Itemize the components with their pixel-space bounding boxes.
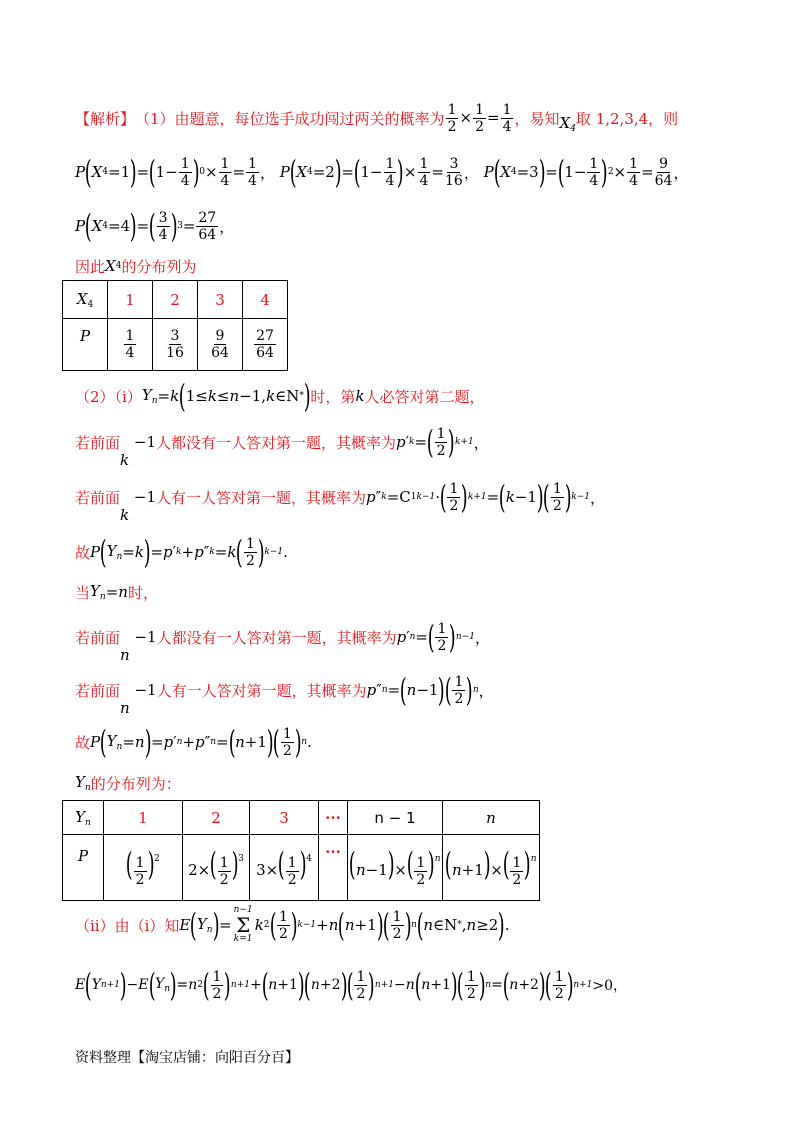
k-none-line: 若前面 k −1 人都没有一人答对第一题，其概率为 p ′ k = ( $\frac{1}{2}$ ) k+1 ， (75, 423, 489, 469)
prob-formula: $\frac{1}{2}$ × $\frac{1}{2}$ = $\frac{1}{4}$ (447, 101, 512, 135)
prob-line-1: P ( X 4 =1 ) = ( 1− $\frac{1}{4}$ ) 0 × $\frac{1}{4}$ = $\frac{1}{4}$ ， P ( X 4 =2 ) = ( 1− $\frac{1}{4}$ ) × $\frac{1}{4}$ = $\frac{3}{16}$ ， P ( X 4 =3 ) = ( 1− $\frac{1}{4}$ ) 2 × $\frac{1}{4}$ = $\frac{9}{64}$ ， (75, 153, 689, 191)
n-one-line: 若前面 n −1 人有一人答对第一题，其概率为 p ″ n = ( n −1 ) ( $\frac{1}{2}$ ) n ， (75, 671, 494, 717)
intro-line: 【解析】 （1）由题意，每位选手成功闯过两关的概率为 $\frac{1}{2}$ × $\frac{1}{2}$ = $\frac{1}{4}$ ，易知 $X_4$ 取 1,2,3,4，则 (75, 101, 679, 135)
part1-text: （1）由题意，每位选手成功闯过两关的概率为 (135, 109, 445, 128)
part2-line: （2）（i） $Y_n$ = k ( 1≤ k ≤ n −1, k ∈N * ) 时，第 k 人必答对第二题， (75, 377, 485, 415)
expectation-line: （ii）由（i）知 E ( $Y_n$ ) = n−1 Σ k=1 k 2 ( $\frac{1}{2}$ ) k−1 + n ( n +1 ) ( $\frac{1}{2}$ ) n ( n ∈N * , n ≥2 ) . (75, 905, 510, 944)
footer-source: 资料整理【淘宝店铺：向阳百分百】 (75, 1050, 299, 1066)
when-n-line: 当 $Y_n$ = n 时， (75, 582, 158, 602)
prob-line-2: P ( X 4 =4 ) = ( $\frac{3}{4}$ ) 3 = $\frac{27}{64}$ ， (75, 207, 235, 245)
n-none-line: 若前面 n −1 人都没有一人答对第一题，其概率为 p ′ n = ( $\frac{1}{2}$ ) n−1 ， (75, 618, 490, 664)
x4-distribution-table: $X_4$ 1 2 3 4 P $\frac{1}{4}$ $\frac{3}{16}$ $\frac{9}{64}$ $\frac{27}{64}$ (62, 280, 288, 371)
k-one-line: 若前面 k −1 人有一人答对第一题，其概率为 p ″ k =C 1 k−1 · ( $\frac{1}{2}$ ) k+1 = ( k −1 ) ( $\frac{1}{2}$ ) k−1 ， (75, 478, 606, 524)
therefore-n-line: 故 P ( $Y_n$ = n ) = p ′ n + p ″ n = ( n +1 ) ( $\frac{1}{2}$ ) n . (75, 723, 312, 761)
x4-dist-heading: 因此 X 4 的分布列为 (75, 257, 197, 276)
therefore-k-line: 故 P ( $Y_n$ = k ) = p ′ k + p ″ k = k ( $\frac{1}{2}$ ) k−1 . (75, 533, 288, 571)
expectation-diff-line: E ( Y n+1 ) − E ( $Y_n$ ) = n 2 ( $\frac{1}{2}$ ) n+1 + ( n +1 ) ( n +2 ) ( $\frac{1}{2}$ ) n+1 − n ( n +1 ) ( $\frac{1}{2}$ ) n = ( n +2 ) ( $\frac{1}{2}$ ) n+1 >0， (75, 966, 628, 1004)
analysis-tag: 【解析】 (75, 109, 136, 128)
yn-dist-heading: $Y_n$ 的分布列为： (75, 773, 181, 793)
yn-distribution-table: $Y_n$ 1 2 3 ··· n − 1 n P ( $\frac{1}{2}$ )$^2$ 2×( $\frac{1}{2}$ )$^3$ 3×( $\frac{1}{2}$ )$^4$ ··· (n−1)×( $\frac{1}{2}$ )$^n$ (n+1)×( $\frac{1}{2}$ )$^n$ (62, 800, 540, 901)
